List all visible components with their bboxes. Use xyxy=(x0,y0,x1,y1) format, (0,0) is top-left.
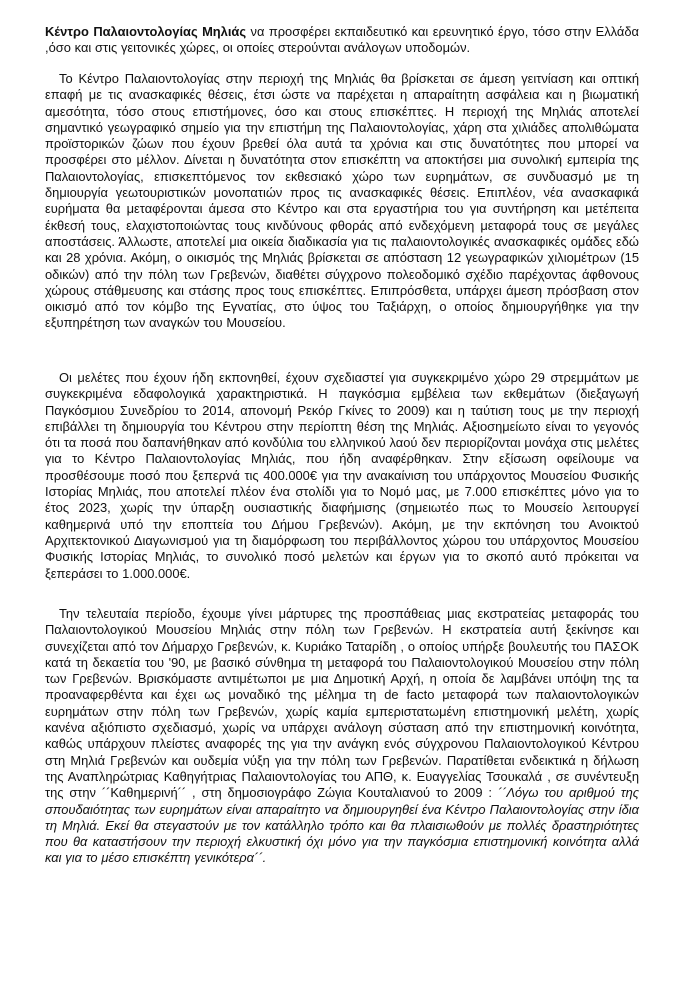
intro-paragraph xyxy=(45,24,639,57)
paragraph-3-text: Την τελευταία περίοδο, έχουμε γίνει μάρτυρες της προσπάθειας μιας εκστρατείας μεταφοράς του Παλαιοντολογικού Μουσείου Μηλιάς στην πόλη των Γρεβενών. Η εκστρατεία αυτή ξεκίνησε και συνεχίζεται από τον Δήμαρχο Γρεβενών, κ. Κυριάκο Ταταρίδη , ο οποίος υπήρξε βουλευτής του ΠΑΣΟΚ κατά τη δεκαετία του '90, με βασικό σύνθημα τη μεταφορά του Παλαιοντολογικού Μουσείου στην πόλη των Γρεβενών. Βρισκόμαστε αντιμέτωποι με μια Δημοτική Αρχή, η οποία δε λαμβάνει υπόψη της τα προαναφερθέντα και έχει ως μοναδικό της μέλημα τη de facto μεταφορά των παλαιοντολογικών ευρημάτων στην πόλη των Γρεβενών, χωρίς καμία εμπεριστατωμένη επιστημονική μελέτη, χωρίς κανένα αξιόπιστο σχεδιασμό, χωρίς να υπάρχει ανάλογη σύσταση από την επιστημονική κοινότητα, καθώς υπάρχουν πλείστες αναφορές της για την ανάγκη ενός σύγχρονου Παλαιοντολογικού Κέντρου στη Μηλιά Γρεβενών και ουδεμία νύξη για την πόλη των Γρεβενών. Παρατίθεται ενδεικτικά η δήλωση της Αναπληρώτριας Καθηγήτριας Παλαιοντολογίας του ΑΠΘ, κ. Ευαγγελίας Τσουκαλά , σε συνέντευξη της στην ´´Καθημερινή´´ , στη δημοσιογράφο Ζώγια Κουταλιανού το 2009 : xyxy=(45,606,639,801)
intro-rest-text: να προσφέρει εκπαιδευτικό και ερευνητικό έργο, τόσο στην Ελλάδα ,όσο και στις γειτονικές χώρες, οι οποίες στερούνται ανάλογων υποδομών. xyxy=(45,24,640,56)
paragraph-1: Το Κέντρο Παλαιοντολογίας στην περιοχή της Μηλιάς θα βρίσκεται σε άμεση γειτνίαση και οπτική επαφή με τις ανασκαφικές θέσεις, έτσι ώστε να παρέχεται η απαραίτητη ασφάλεια και η βιωματική αμεσότητα, τόσο στους επιστήμονες, όσο και στους επισκέπτες. Η περιοχή της Μηλιάς αποτελεί σημαντικό γεωγραφικό σημείο για την επιστήμη της Παλαιοντολογίας, χάρη στα χιλιάδες απολιθώματα προϊστορικών ζώων που έχουν βρεθεί όλα αυτά τα χρόνια και στις δυνατότητες που μπορεί να προσφέρει στο μέλλον. Δίνεται η δυνατότητα στον επισκέπτη να αποκτήσει μια συνολική εμπειρία της Παλαιοντολογίας, επισκεπτόμενος τον εκθεσιακό χώρο των ευρημάτων, σε συνδυασμό με τη δημιουργία γεωτουριστικών μονοπατιών προς τις ανασκαφικές θέσεις. Επιπλέον, νέα ανασκαφικά ευρήματα θα μεταφέρονται άμεσα στο Κέντρο και στα εργαστήρια του για συντήρηση και μετέπειτα έκθεσή τους, ελαχιστοποιώντας τους κινδύνους φθοράς από ενδεχόμενη μεταφορά τους σε μεγάλες αποστάσεις. Άλλωστε, αποτελεί μια οικεία διαδικασία για τις παλαιοντολογικές ανασκαφικές ομάδες εδώ και 28 χρόνια. Ακόμη, ο οικισμός της Μηλιάς βρίσκεται σε απόσταση 12 γεωγραφικών χιλιομέτρων (15 οδικών) από την πόλη των Γρεβενών, διαθέτει σύγχρονο πολεοδομικό σχέδιο παρέχοντας άφθονους χώρους στάθμευσης και στάσης προς τους επισκέπτες. Επιπρόσθετα, υπάρχει άμεση πρόσβαση στον οικισμό από τον κόμβο της Εγνατίας, στο ύψος του Ταξιάρχη, ο οποίος δημιουργήθηκε για την εξυπηρέτηση των αναγκών του Μουσείου. xyxy=(45,71,639,331)
paragraph-3-quote: ´´Λόγω του αριθμού της σπουδαιότητας των ευρημάτων είναι απαραίτητο να δημιουργηθεί ένα Κέντρο Παλαιοντολογίας στην ίδια τη Μηλιά. Εκεί θα στεγαστούν με τον κατάλληλο τρόπο και θα πλαισιωθούν με πολλές δραστηριότητες που θα καταστήσουν την περιοχή ελκυστική όχι μόνο για την παγκόσμια επιστημονική κοινότητα αλλά και για το μέσο επισκέπτη γενικότερα´´. xyxy=(45,785,639,866)
paragraph-2: Οι μελέτες που έχουν ήδη εκπονηθεί, έχουν σχεδιαστεί για συγκεκριμένο χώρο 29 στρεμμάτων με συγκεκριμένα εδαφολογικά χαρακτηριστικά. Η παγκόσμια εμβέλεια των εκθεμάτων (διεξαγωγή Παγκόσμιου Συνεδρίου το 2014, απονομή Ρεκόρ Γκίνες το 2009) και η ταύτιση τους με την περιοχή επιβάλλει τη δημιουργία του Κέντρου στην περίοπτη θέση της Μηλιάς. Αξιοσημείωτο είναι το γεγονός ότι τα ποσά που δαπανήθηκαν από κονδύλια του ελληνικού λαού δεν περιορίζονται μονάχα στις μελέτες για το Κέντρο Παλαιοντολογίας Μηλιάς, που ήδη αναφέρθηκαν. Στην εξίσωση οφείλουμε να προσθέσουμε ποσό που ξεπερνά τις 400.000€ για την ανακαίνιση του υπάρχοντος Μουσείου Φυσικής Ιστορίας Μηλιάς, που αποτελεί πλέον ένα στολίδι για το Νομό μας, με 7.000 επισκέπτες μόνο για το έτος 2023, χωρίς την ύπαρξη ουσιαστικής διαφήμισης (σημειωτέο πως το Μουσείο λειτουργεί καθημερινά υπό την εποπτεία του Δήμου Γρεβενών). Ακόμη, με την εκπόνηση του Ανοικτού Αρχιτεκτονικού Διαγωνισμού για τη διαμόρφωση του περιβάλλοντος χώρου του υπάρχοντος Μουσείου Φυσικής Ιστορίας Μηλιάς, το συνολικό ποσό μελετών και έργων για το σκοπό αυτό πρόκειται να ξεπεράσει το 1.000.000€. xyxy=(45,370,639,581)
intro-bold-lead: Κέντρο Παλαιοντολογίας Μηλιάς xyxy=(45,24,247,39)
paragraph-3 xyxy=(45,606,639,867)
